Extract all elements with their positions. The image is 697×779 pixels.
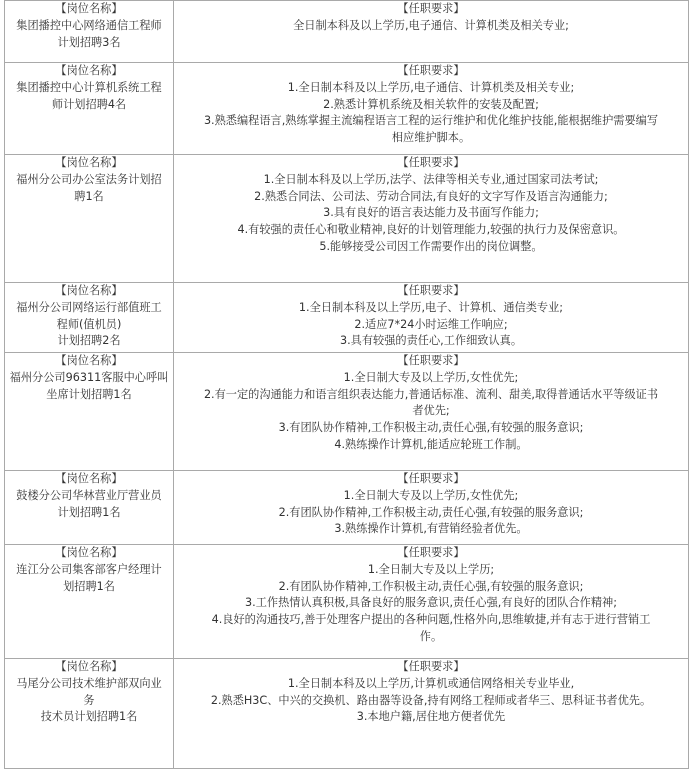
requirements-header: 【任职要求】	[397, 284, 465, 297]
position-title-line: 计划招聘1名	[57, 505, 121, 519]
requirements-header: 【任职要求】	[397, 472, 465, 485]
requirement-line: 1.全日制本科及以上学历,法学、法律等相关专业,通过国家司法考试;	[263, 172, 599, 186]
position-title-line: 集团播控中心网络通信工程师	[16, 18, 162, 32]
position-title-line: 福州分公司网络运行部值班工	[16, 300, 162, 314]
position-title-line: 计划招聘2名	[57, 334, 121, 348]
requirement-line: 4.良好的沟通技巧,善于处理客户提出的各种问题,性格外向,思维敏捷,并有志于进行营销工	[211, 613, 651, 627]
job-row	[5, 353, 689, 471]
position-header: 【岗位名称】	[55, 2, 123, 15]
job-row	[5, 283, 689, 353]
position-header: 【岗位名称】	[55, 660, 123, 673]
position-header: 【岗位名称】	[55, 284, 123, 297]
position-header: 【岗位名称】	[55, 64, 123, 77]
position-header: 【岗位名称】	[55, 156, 123, 169]
position-title-line: 连江分公司集客部客户经理计	[16, 562, 162, 576]
requirements-header: 【任职要求】	[397, 64, 465, 77]
requirements-cell	[174, 63, 689, 155]
job-row	[5, 1, 689, 63]
job-row	[5, 155, 689, 283]
requirement-line: 1.全日制大专及以上学历,女性优先;	[343, 488, 519, 502]
requirement-line: 5.能够接受公司因工作需要作出的岗位调整。	[319, 239, 543, 253]
requirement-line: 相应维护脚本。	[391, 131, 471, 145]
requirements-cell	[174, 155, 689, 283]
position-title-line: 福州分公司96311客服中心呼叫	[9, 370, 169, 384]
position-title-line: 福州分公司办公室法务计划招	[16, 172, 162, 186]
position-title-line: 计划招聘3名	[57, 35, 121, 49]
position-header: 【岗位名称】	[55, 546, 123, 559]
requirement-line: 2.有团队协作精神,工作积极主动,责任心强,有较强的服务意识;	[278, 579, 584, 593]
requirement-line: 全日制本科及以上学历,电子通信、计算机类及相关专业;	[293, 18, 569, 32]
requirement-line: 2.有一定的沟通能力和语言组织表达能力,普通话标准、流利、甜美,取得普通话水平等级证书	[203, 387, 659, 401]
requirement-line: 3.本地户籍,居住地方便者优先	[356, 710, 506, 724]
requirement-line: 4.有较强的责任心和敬业精神,良好的计划管理能力,较强的执行力及保密意识。	[237, 223, 625, 237]
position-cell	[5, 545, 174, 659]
position-cell	[5, 63, 174, 155]
position-title-line: 聘1名	[74, 189, 104, 203]
position-cell	[5, 1, 174, 63]
position-title-line: 程师(值机员)	[56, 317, 122, 331]
job-table	[4, 0, 689, 769]
requirement-line: 1.全日制大专及以上学历,女性优先;	[343, 370, 519, 384]
job-row	[5, 545, 689, 659]
requirement-line: 3.有团队协作精神,工作积极主动,责任心强,有较强的服务意识;	[278, 421, 584, 435]
requirement-line: 1.全日制本科及以上学历,计算机或通信网络相关专业毕业,	[287, 676, 575, 690]
position-title-line: 划招聘1名	[63, 579, 115, 593]
requirement-line: 1.全日制本科及以上学历,电子通信、计算机类及相关专业;	[287, 80, 575, 94]
requirement-line: 3.具有较强的责任心,工作细致认真。	[339, 334, 523, 348]
position-cell	[5, 283, 174, 353]
position-title-line: 务	[83, 693, 95, 707]
requirement-line: 3.熟悉编程语言,熟练掌握主流编程语言工程的运行维护和优化维护技能,能根据维护需要编写	[203, 114, 659, 128]
job-row	[5, 659, 689, 769]
position-title-line: 集团播控中心计算机系统工程	[16, 80, 162, 94]
requirements-cell	[174, 1, 689, 63]
position-title-line: 鼓楼分公司华林营业厅营业员	[16, 488, 162, 502]
job-table-body	[5, 1, 689, 769]
requirements-cell	[174, 545, 689, 659]
requirement-line: 2.有团队协作精神,工作积极主动,责任心强,有较强的服务意识;	[278, 505, 584, 519]
requirements-cell	[174, 471, 689, 545]
requirement-line: 者优先;	[412, 404, 450, 418]
requirements-cell	[174, 353, 689, 471]
requirement-line: 2.熟悉合同法、公司法、劳动合同法,有良好的文字写作及语言沟通能力;	[254, 189, 608, 203]
requirement-line: 2.熟悉计算机系统及相关软件的安装及配置;	[323, 97, 539, 111]
requirements-header: 【任职要求】	[397, 354, 465, 367]
position-header: 【岗位名称】	[55, 472, 123, 485]
position-title-line: 技术员计划招聘1名	[40, 710, 138, 724]
requirement-line: 2.适应7*24小时运维工作响应;	[354, 317, 508, 331]
job-row	[5, 63, 689, 155]
requirements-cell	[174, 659, 689, 769]
position-cell	[5, 471, 174, 545]
requirement-line: 3.熟练操作计算机,有营销经验者优先。	[334, 522, 528, 536]
requirement-line: 1.全日制大专及以上学历;	[367, 562, 495, 576]
requirement-line: 作。	[419, 629, 443, 643]
position-header: 【岗位名称】	[55, 354, 123, 367]
position-cell	[5, 659, 174, 769]
position-title-line: 马尾分公司技术维护部双向业	[16, 676, 162, 690]
requirements-header: 【任职要求】	[397, 660, 465, 673]
requirements-header: 【任职要求】	[397, 546, 465, 559]
requirements-header: 【任职要求】	[397, 2, 465, 15]
position-cell	[5, 155, 174, 283]
position-cell	[5, 353, 174, 471]
position-title-line: 师计划招聘4名	[51, 97, 127, 111]
requirement-line: 3.工作热情认真积极,具备良好的服务意识,责任心强,有良好的团队合作精神;	[245, 596, 617, 610]
requirement-line: 2.熟悉H3C、中兴的交换机、路由器等设备,持有网络工程师或者华三、思科证书者优先。	[210, 693, 652, 707]
requirement-line: 4.熟练操作计算机,能适应轮班工作制。	[334, 437, 528, 451]
requirements-header: 【任职要求】	[397, 156, 465, 169]
requirements-cell	[174, 283, 689, 353]
requirement-line: 1.全日制本科及以上学历,电子、计算机、通信类专业;	[298, 300, 564, 314]
job-row	[5, 471, 689, 545]
requirement-line: 3.具有良好的语言表达能力及书面写作能力;	[323, 206, 539, 220]
position-title-line: 坐席计划招聘1名	[46, 387, 132, 401]
